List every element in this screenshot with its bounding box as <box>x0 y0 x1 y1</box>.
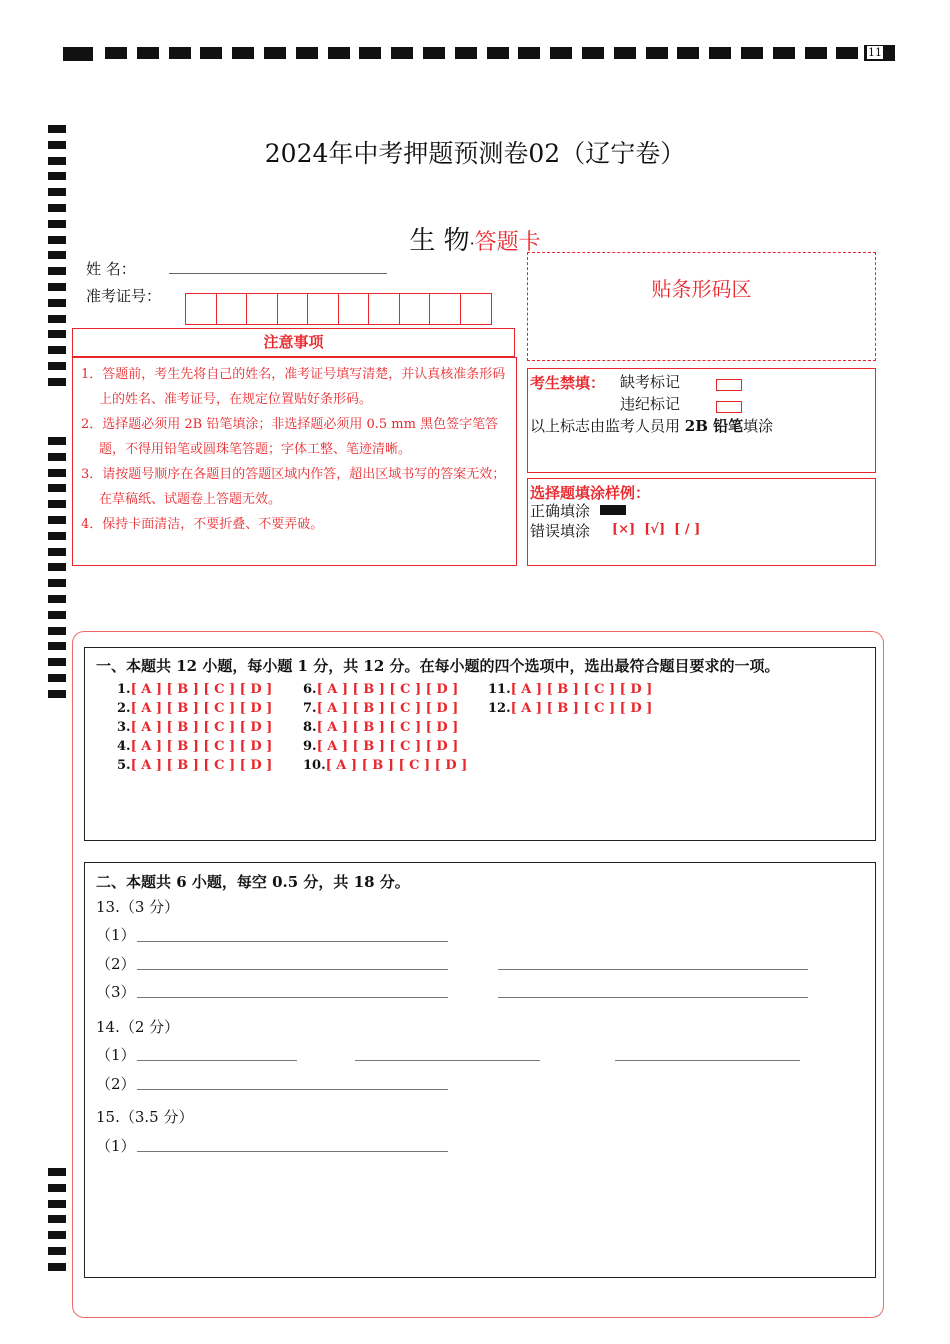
choice-question-4[interactable] <box>117 739 272 754</box>
violation-mark-box[interactable] <box>716 396 742 415</box>
timing-mark <box>646 47 668 59</box>
subject-sub: 答题卡 <box>474 230 541 255</box>
timing-mark <box>169 47 191 59</box>
side-timing-mark <box>48 1231 66 1239</box>
wrong-fill-marks: [×] [√] [ / ] <box>612 522 701 537</box>
id-digit-box[interactable] <box>400 294 431 324</box>
q13-part1-label: （1） <box>96 926 136 944</box>
side-timing-mark <box>48 658 66 666</box>
absent-mark-box[interactable] <box>716 374 742 393</box>
q14-part1-label: （1） <box>96 1046 136 1064</box>
side-timing-mark <box>48 1184 66 1192</box>
timing-mark <box>773 47 795 59</box>
correct-fill-mark <box>600 505 626 515</box>
timing-mark <box>582 47 604 59</box>
question-number: 11. <box>488 682 511 697</box>
question-number: 3. <box>117 720 131 735</box>
question-number: 1. <box>117 682 131 697</box>
choice-question-8[interactable] <box>303 720 458 735</box>
side-timing-mark <box>48 1200 66 1208</box>
choice-question-1[interactable] <box>117 682 272 697</box>
violation-mark-label: 违纪标记 <box>620 395 681 413</box>
timing-mark <box>296 47 318 59</box>
question-15-label: 15.（3.5 分） <box>96 1108 194 1126</box>
answer-options[interactable]: [ A ] [ B ] [ C ] [ D ] <box>130 682 273 697</box>
timing-mark <box>677 47 699 59</box>
q14-part1-answer-line-b[interactable] <box>355 1060 540 1061</box>
timing-mark <box>836 47 858 59</box>
timing-mark <box>232 47 254 59</box>
timing-mark <box>105 47 127 59</box>
side-timing-mark <box>48 453 66 461</box>
notice-item: 1．答题前，考生先将自己的姓名，准考证号填写清楚，并认真核准条形码上的姓名、准考证号，在规定位置贴好条形码。 <box>81 367 506 407</box>
fill-sample-box <box>527 478 876 566</box>
timing-mark <box>423 47 445 59</box>
question-number: 10. <box>303 758 326 773</box>
section2-heading: 二、本题共 6 小题，每空 0.5 分，共 18 分。 <box>96 873 410 891</box>
notice-body <box>72 357 517 566</box>
top-timing-marks <box>63 45 898 61</box>
side-timing-mark <box>48 330 66 338</box>
choice-question-7[interactable] <box>303 701 458 716</box>
side-timing-mark <box>48 1263 66 1271</box>
timing-mark <box>614 47 636 59</box>
question-14-label: 14.（2 分） <box>96 1018 180 1036</box>
name-label: 姓 名： <box>86 260 136 278</box>
question-number: 12. <box>488 701 511 716</box>
q13-part2-answer-line-b[interactable] <box>498 969 808 970</box>
wrong-fill-label: 错误填涂 <box>530 522 591 540</box>
question-number: 9. <box>303 739 317 754</box>
id-label: 准考证号： <box>86 287 162 305</box>
side-timing-mark <box>48 378 66 386</box>
id-number-boxes[interactable] <box>185 293 492 325</box>
side-timing-mark <box>48 516 66 524</box>
q13-part3-answer-line-b[interactable] <box>498 997 808 998</box>
timing-mark <box>359 47 381 59</box>
question-number: 2. <box>117 701 131 716</box>
q13-part1-answer-line[interactable] <box>137 941 448 942</box>
answer-options[interactable]: [ A ] [ B ] [ C ] [ D ] <box>316 701 459 716</box>
subject-dot: · <box>469 234 475 253</box>
question-number: 5. <box>117 758 131 773</box>
answer-options[interactable]: [ A ] [ B ] [ C ] [ D ] <box>510 682 653 697</box>
id-digit-box[interactable] <box>186 294 217 324</box>
q13-part2-label: （2） <box>96 955 136 973</box>
forbid-note <box>530 415 773 436</box>
section-multiple-choice <box>84 647 876 841</box>
notice-item: 3．请按题号顺序在各题目的答题区域内作答，超出区域书写的答案无效；在草稿纸、试题卷上答题无效。 <box>81 467 506 507</box>
candidate-forbidden-box <box>527 368 876 473</box>
notice-heading: 注意事项 <box>72 328 515 357</box>
timing-mark <box>805 47 827 59</box>
timing-mark <box>709 47 731 59</box>
side-timing-mark <box>48 1215 66 1223</box>
exam-title: 2024年中考押题预测卷02（辽宁卷） <box>264 139 686 168</box>
question-number: 4. <box>117 739 131 754</box>
q15-part1-label: （1） <box>96 1137 136 1155</box>
timing-mark <box>391 47 413 59</box>
id-digit-box[interactable] <box>430 294 461 324</box>
correct-fill-label: 正确填涂 <box>530 502 591 520</box>
choice-question-2[interactable] <box>117 701 272 716</box>
side-timing-mark <box>48 484 66 492</box>
timing-mark <box>264 47 286 59</box>
choice-question-11[interactable] <box>488 682 652 697</box>
notice-item: 4．保持卡面清洁，不要折叠、不要弄破。 <box>81 517 324 532</box>
side-timing-mark <box>48 437 66 445</box>
sample-label: 选择题填涂样例： <box>530 484 651 502</box>
side-timing-mark <box>48 548 66 556</box>
answer-options[interactable]: [ A ] [ B ] [ C ] [ D ] <box>130 701 273 716</box>
question-number: 7. <box>303 701 317 716</box>
answer-options[interactable]: [ A ] [ B ] [ C ] [ D ] <box>510 701 653 716</box>
timing-mark <box>137 47 159 59</box>
side-timing-mark <box>48 674 66 682</box>
q14-part1-answer-line-c[interactable] <box>615 1060 800 1061</box>
subject-main: 生 物 <box>409 226 470 256</box>
timing-mark <box>550 47 572 59</box>
side-timing-mark <box>48 125 66 133</box>
id-digit-box[interactable] <box>369 294 400 324</box>
forbid-note-bold: 2B 铅笔 <box>684 417 744 435</box>
page-number-box <box>864 45 895 61</box>
side-timing-mark <box>48 315 66 323</box>
id-digit-box[interactable] <box>339 294 370 324</box>
answer-options[interactable]: [ A ] [ B ] [ C ] [ D ] <box>316 739 459 754</box>
side-timing-mark <box>48 563 66 571</box>
choice-question-3[interactable] <box>117 720 272 735</box>
answer-options[interactable]: [ A ] [ B ] [ C ] [ D ] <box>316 720 459 735</box>
side-timing-mark <box>48 283 66 291</box>
timing-mark <box>328 47 350 59</box>
choice-question-5[interactable] <box>117 758 272 773</box>
question-13-label: 13.（3 分） <box>96 898 180 916</box>
id-digit-box[interactable] <box>217 294 248 324</box>
side-timing-mark <box>48 267 66 275</box>
side-timing-mark <box>48 299 66 307</box>
side-timing-mark <box>48 346 66 354</box>
choice-question-9[interactable] <box>303 739 458 754</box>
side-timing-mark <box>48 532 66 540</box>
section1-heading: 一、本题共 12 小题，每小题 1 分，共 12 分。在每小题的四个选项中，选出最符合题目要求的一项。 <box>96 657 780 675</box>
forbid-note-prefix: 以上标志由监考人员用 <box>530 417 685 435</box>
side-timing-mark <box>48 690 66 698</box>
notice-item: 2．选择题必须用 2B 铅笔填涂；非选择题必须用 0.5 mm 黑色签字笔答题，不得用铅笔或圆珠笔答题；字体工整、笔迹清晰。 <box>81 417 499 457</box>
side-timing-mark <box>48 642 66 650</box>
q13-part3-label: （3） <box>96 983 136 1001</box>
answer-options[interactable]: [ A ] [ B ] [ C ] [ D ] <box>325 758 468 773</box>
id-digit-box[interactable] <box>461 294 492 324</box>
side-timing-mark <box>48 500 66 508</box>
timing-mark <box>518 47 540 59</box>
name-input-line[interactable] <box>169 273 387 274</box>
q14-part2-answer-line[interactable] <box>137 1089 448 1090</box>
id-digit-box[interactable] <box>278 294 309 324</box>
q14-part2-label: （2） <box>96 1075 136 1093</box>
side-timing-mark <box>48 362 66 370</box>
side-timing-mark <box>48 1247 66 1255</box>
q13-part3-answer-line-a[interactable] <box>137 997 448 998</box>
side-timing-mark <box>48 579 66 587</box>
timing-mark <box>741 47 763 59</box>
answer-options[interactable]: [ A ] [ B ] [ C ] [ D ] <box>316 682 459 697</box>
q14-part1-answer-line-a[interactable] <box>137 1060 297 1061</box>
choice-question-6[interactable] <box>303 682 458 697</box>
absent-mark-label: 缺考标记 <box>620 373 681 391</box>
question-number: 8. <box>303 720 317 735</box>
question-number: 6. <box>303 682 317 697</box>
barcode-area: 贴条形码区 <box>527 252 876 361</box>
timing-mark <box>200 47 222 59</box>
side-timing-mark <box>48 611 66 619</box>
timing-mark <box>455 47 477 59</box>
q15-part1-answer-line[interactable] <box>137 1151 448 1152</box>
answer-options[interactable]: [ A ] [ B ] [ C ] [ D ] <box>130 739 273 754</box>
side-timing-mark <box>48 172 66 180</box>
side-timing-mark <box>48 469 66 477</box>
timing-mark <box>63 47 93 61</box>
side-timing-mark <box>48 1168 66 1176</box>
choice-question-10[interactable] <box>303 758 467 773</box>
answer-options[interactable]: [ A ] [ B ] [ C ] [ D ] <box>130 720 273 735</box>
choice-question-12[interactable] <box>488 701 652 716</box>
timing-mark <box>487 47 509 59</box>
section-short-answer <box>84 862 876 1278</box>
side-timing-mark <box>48 188 66 196</box>
page-number: 11 <box>868 46 882 59</box>
q13-part2-answer-line-a[interactable] <box>137 969 448 970</box>
side-timing-mark <box>48 595 66 603</box>
side-timing-mark <box>48 627 66 635</box>
answer-options[interactable]: [ A ] [ B ] [ C ] [ D ] <box>130 758 273 773</box>
forbid-label: 考生禁填： <box>530 374 606 392</box>
forbid-note-suffix: 填涂 <box>743 417 774 435</box>
side-timing-mark <box>48 204 66 212</box>
id-digit-box[interactable] <box>308 294 339 324</box>
id-digit-box[interactable] <box>247 294 278 324</box>
